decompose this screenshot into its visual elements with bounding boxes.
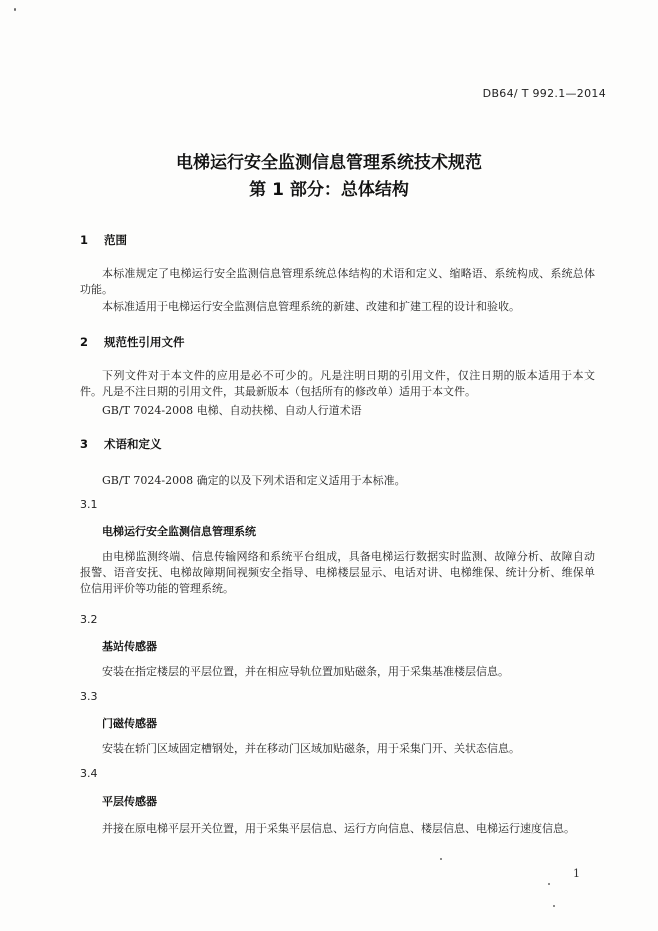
- section-number: 2: [80, 335, 89, 349]
- section-1-para-1: 本标准规定了电梯运行安全监测信息管理系统总体结构的术语和定义、缩略语、系统构成、系统总体功能。: [80, 267, 595, 296]
- section-title: 范围: [104, 233, 127, 247]
- term-definition: 由电梯监测终端、信息传输网络和系统平台组成，具备电梯运行数据实时监测、故障分析、故障自动报警、语音安抚、电梯故障期间视频安全指导、电梯楼层显示、电话对讲、电梯维保、统计分析、维保单位信用评价等功能的管理系统。: [80, 550, 595, 595]
- section-2-heading: [80, 334, 185, 350]
- scan-speck: [548, 883, 550, 885]
- term-title: 电梯运行安全监测信息管理系统: [102, 525, 256, 538]
- term-title: 基站传感器: [102, 640, 157, 653]
- standard-code: DB64/ T 992.1—2014: [482, 87, 606, 100]
- document-subtitle: 第 1 部分：总体结构: [249, 180, 409, 200]
- document-title: 电梯运行安全监测信息管理系统技术规范: [176, 153, 482, 173]
- clause-number: 3.4: [80, 767, 98, 780]
- scan-speck: [440, 858, 442, 860]
- clause-number: 3.1: [80, 498, 98, 511]
- section-1-para-2: 本标准适用于电梯运行安全监测信息管理系统的新建、改建和扩建工程的设计和验收。: [102, 300, 520, 313]
- section-title: 规范性引用文件: [104, 335, 185, 349]
- section-2-para-1: 下列文件对于本文件的应用是必不可少的。凡是注明日期的引用文件，仅注日期的版本适用于本文件。凡是不注日期的引用文件，其最新版本（包括所有的修改单）适用于本文件。: [80, 369, 595, 398]
- section-3-para-1: GB/T 7024-2008 确定的以及下列术语和定义适用于本标准。: [102, 474, 406, 487]
- clause-number: 3.2: [80, 613, 98, 626]
- term-definition: 安装在指定楼层的平层位置，并在相应导轨位置加贴磁条，用于采集基准楼层信息。: [102, 665, 509, 678]
- term-title: 门磁传感器: [102, 717, 157, 730]
- clause-number: 3.3: [80, 690, 98, 703]
- page-number: 1: [573, 867, 580, 880]
- scan-speck: [553, 905, 555, 907]
- section-3-heading: [80, 436, 162, 452]
- reference-entry: GB/T 7024-2008 电梯、自动扶梯、自动人行道术语: [102, 404, 362, 417]
- section-1-heading: [80, 232, 127, 248]
- section-number: 3: [80, 437, 89, 451]
- term-title: 平层传感器: [102, 795, 157, 808]
- section-title: 术语和定义: [104, 437, 162, 451]
- term-definition: 并接在原电梯平层开关位置，用于采集平层信息、运行方向信息、楼层信息、电梯运行速度信息。: [102, 822, 575, 835]
- section-number: 1: [80, 233, 89, 247]
- term-definition: 安装在轿门区域固定槽钢处，并在移动门区域加贴磁条，用于采集门开、关状态信息。: [102, 742, 520, 755]
- scan-speck: [14, 8, 16, 11]
